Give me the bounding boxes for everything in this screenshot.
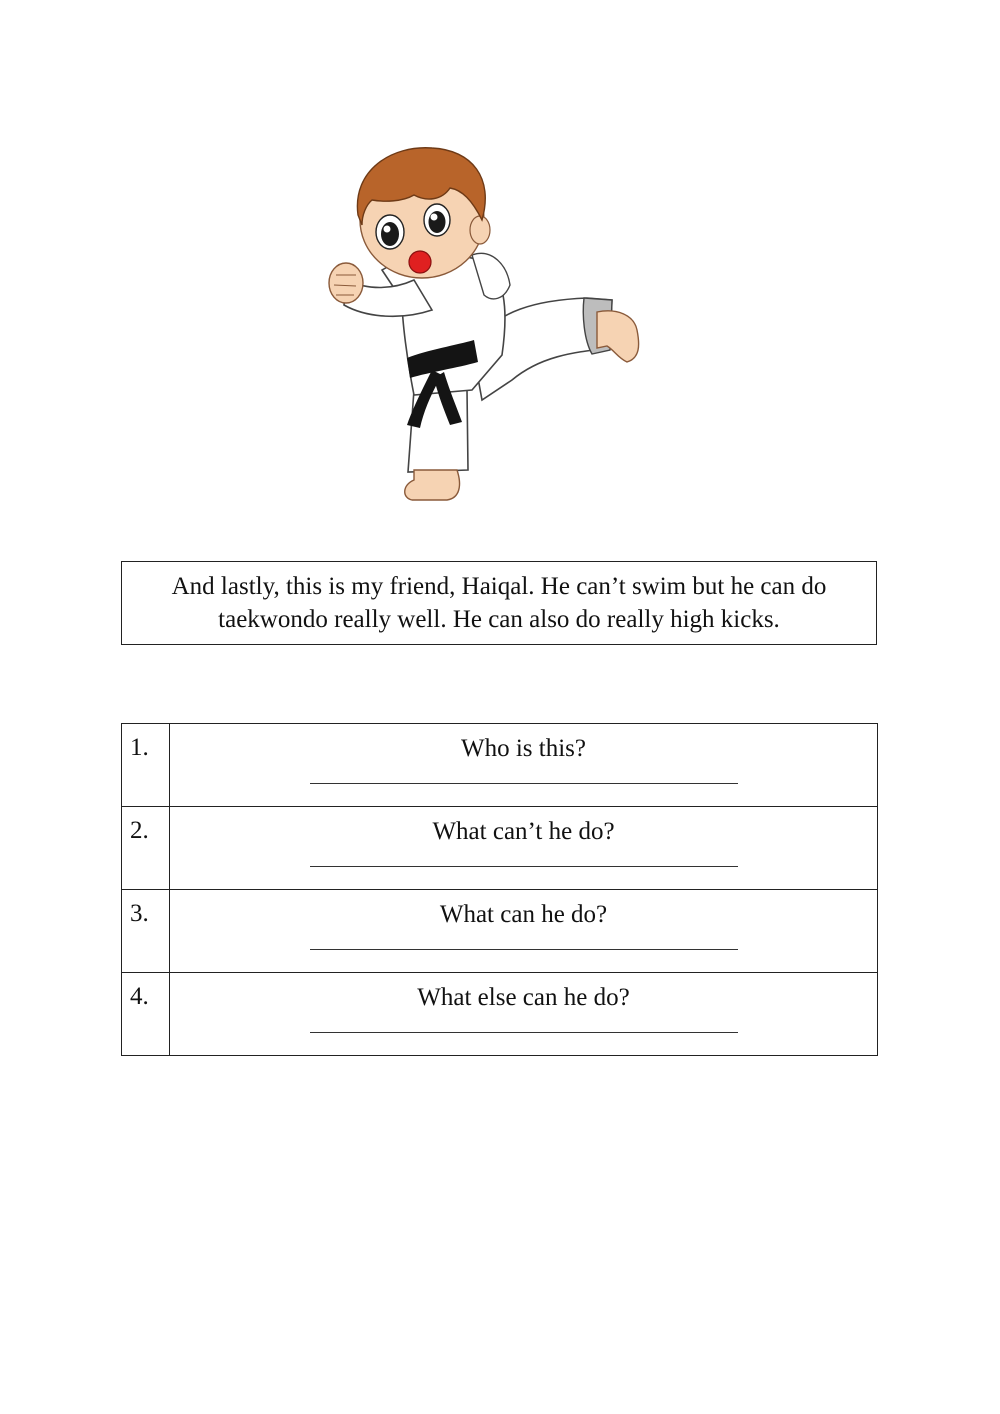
question-cell xyxy=(170,807,878,890)
question-row-2 xyxy=(122,807,878,890)
question-number: 3. xyxy=(122,890,170,973)
question-number: 4. xyxy=(122,973,170,1056)
question-row-3 xyxy=(122,890,878,973)
question-cell xyxy=(170,973,878,1056)
reading-passage-box xyxy=(121,561,877,645)
questions-table xyxy=(121,723,878,1056)
question-row-4 xyxy=(122,973,878,1056)
question-text: Who is this? xyxy=(461,735,586,762)
taekwondo-boy-illustration xyxy=(322,140,652,510)
question-row-1 xyxy=(122,724,878,807)
answer-blank-line[interactable] xyxy=(310,866,738,867)
answer-blank-line[interactable] xyxy=(310,1032,738,1033)
answer-blank-line[interactable] xyxy=(310,949,738,950)
question-text: What can he do? xyxy=(439,901,608,928)
reading-passage-text: And lastly, this is my friend, Haiqal. He can’t swim but he can do taekwondo really well. He can also do really high kicks. xyxy=(171,573,827,633)
question-text: What can’t he do? xyxy=(432,818,615,845)
answer-blank-line[interactable] xyxy=(310,783,738,784)
question-cell xyxy=(170,890,878,973)
question-text: What else can he do? xyxy=(417,984,630,1011)
question-cell xyxy=(170,724,878,807)
question-number: 1. xyxy=(122,724,170,807)
question-number: 2. xyxy=(122,807,170,890)
